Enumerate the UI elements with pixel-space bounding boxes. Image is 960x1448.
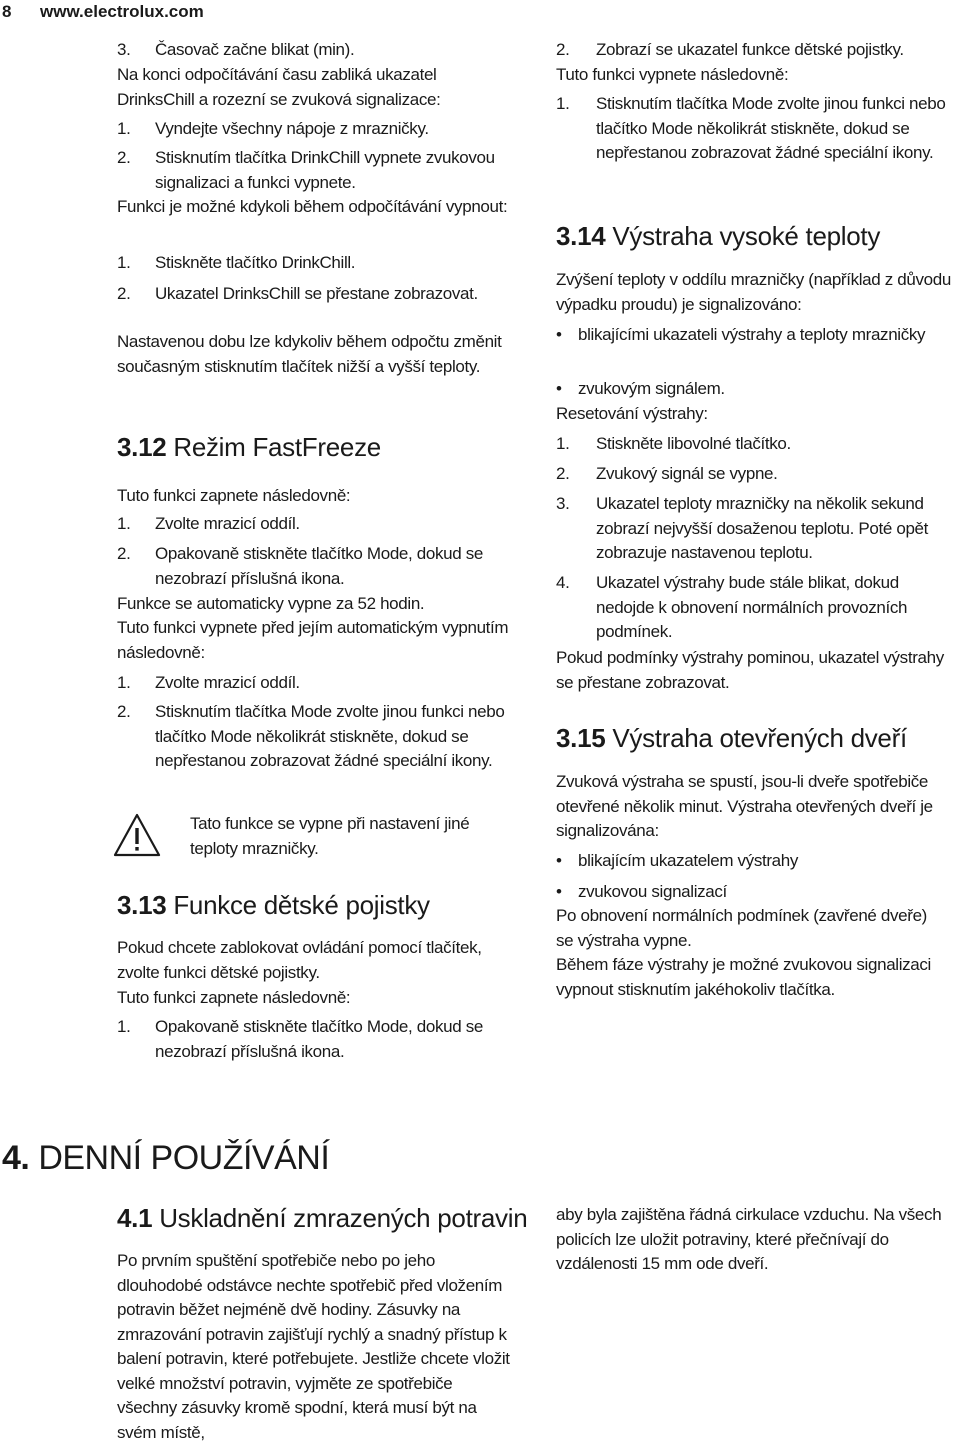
step-text: Opakovaně stiskněte tlačítko Mode, dokud se nezobrazí příslušná ikona. bbox=[155, 1017, 483, 1061]
section-number: 4.1 bbox=[117, 1203, 153, 1233]
paragraph: Tuto funkci zapnete následovně: bbox=[117, 486, 351, 505]
section-heading-3-12 bbox=[117, 432, 381, 462]
section-title: Uskladnění zmrazených potravin bbox=[159, 1203, 528, 1233]
step-number: 2. bbox=[117, 148, 131, 167]
section-number: 3.13 bbox=[117, 890, 167, 920]
paragraph: Tuto funkci vypnete následovně: bbox=[556, 65, 789, 84]
section-title: Funkce dětské pojistky bbox=[173, 890, 430, 920]
step-text: Stisknutím tlačítka Mode zvolte jinou funkci nebo tlačítko Mode několikrát stiskněte, dokud se nepřestanou zobrazovat žádné speciální ikony. bbox=[155, 702, 505, 770]
step-number: 2. bbox=[556, 464, 570, 483]
chapter-heading bbox=[2, 1138, 329, 1178]
section-heading-3-13 bbox=[117, 890, 430, 920]
step-text: Stiskněte libovolné tlačítko. bbox=[596, 434, 791, 453]
step-number: 2. bbox=[117, 702, 131, 721]
paragraph: Tuto funkci vypnete před jejím automatickým vypnutím následovně: bbox=[117, 618, 509, 662]
step-3 bbox=[117, 38, 517, 63]
section-number: 3.14 bbox=[556, 221, 606, 251]
section-title: Výstraha otevřených dveří bbox=[612, 723, 907, 753]
step-text: Zvukový signál se vypne. bbox=[596, 464, 778, 483]
step-text: Zobrazí se ukazatel funkce dětské pojistky. bbox=[596, 40, 904, 59]
step-number: 1. bbox=[556, 94, 570, 113]
warning-text: Tato funkce se vypne při nastavení jiné teploty mrazničky. bbox=[190, 814, 470, 858]
step-number: 1. bbox=[117, 119, 131, 138]
bullet-item: • zvukovým signálem. bbox=[578, 377, 948, 402]
step-text: Stisknutím tlačítka Mode zvolte jinou funkci nebo tlačítko Mode několikrát stiskněte, dokud se nepřestanou zobrazovat žádné speciální ikony. bbox=[596, 94, 946, 162]
step-text: Časovač začne blikat (min). bbox=[155, 40, 355, 59]
warning-icon bbox=[112, 812, 162, 858]
paragraph: Po prvním spuštění spotřebiče nebo po jeho dlouhodobé odstávce nechte spotřebič před vložením potravin běžet nejméně dvě hodiny. Zásuvky na zmrazování potravin zajišťují rychlý a snadný přístup k balení potravin, které potřebujete. Jestliže chcete vložit velké množství potravin, vyjměte ze spotřebiče všechny zásuvky kromě spodní, která musí být na svém místě, bbox=[117, 1251, 510, 1442]
page-number: 8 bbox=[2, 2, 12, 21]
step-number: 1. bbox=[117, 673, 131, 692]
paragraph: Tuto funkci zapnete následovně: bbox=[117, 988, 351, 1007]
paragraph: Funkce se automaticky vypne za 52 hodin. bbox=[117, 594, 425, 613]
bullet-item: • zvukovou signalizací bbox=[578, 880, 948, 905]
section-title: Výstraha vysoké teploty bbox=[612, 221, 881, 251]
paragraph: Zvýšení teploty v oddílu mrazničky (například z důvodu výpadku proudu) je signalizováno: bbox=[556, 270, 951, 314]
step-text: Stiskněte tlačítko DrinkChill. bbox=[155, 253, 356, 272]
paragraph: Zvuková výstraha se spustí, jsou-li dveře spotřebiče otevřené několik minut. Výstraha otevřených dveří je signalizována: bbox=[556, 772, 933, 840]
step-number: 1. bbox=[556, 434, 570, 453]
section-title: Režim FastFreeze bbox=[173, 432, 381, 462]
paragraph: Během fáze výstrahy je možné zvukovou signalizaci vypnout stisknutím jakéhokoliv tlačítka. bbox=[556, 955, 931, 999]
step-number: 2. bbox=[117, 544, 131, 563]
step-number: 1. bbox=[117, 1017, 131, 1036]
step-text: Zvolte mrazicí oddíl. bbox=[155, 673, 300, 692]
step-text: Ukazatel výstrahy bude stále blikat, dokud nedojde k obnovení normálních provozních podmínek. bbox=[596, 573, 908, 641]
step-number: 3. bbox=[117, 40, 131, 59]
section-heading-3-15 bbox=[556, 723, 907, 753]
step-number: 2. bbox=[556, 40, 570, 59]
paragraph: Pokud chcete zablokovat ovládání pomocí tlačítek, zvolte funkci dětské pojistky. bbox=[117, 938, 482, 982]
step-number: 1. bbox=[117, 514, 131, 533]
step-text: Stisknutím tlačítka DrinkChill vypnete zvukovou signalizaci a funkci vypnete. bbox=[155, 148, 495, 192]
chapter-title: DENNÍ POUŽÍVÁNÍ bbox=[38, 1139, 330, 1177]
step-number: 1. bbox=[117, 253, 131, 272]
step-text: Ukazatel teploty mrazničky na několik sekund zobrazí nejvyšší dosaženou teplotu. Poté opět zobrazuje nastavenou teplotu. bbox=[596, 494, 929, 562]
paragraph: Po obnovení normálních podmínek (zavřené dveře) se výstraha vypne. bbox=[556, 906, 927, 950]
step-number: 2. bbox=[117, 284, 131, 303]
paragraph: aby byla zajištěna řádná cirkulace vzduchu. Na všech policích lze uložit potraviny, které přečnívají do vzdálenosti 15 mm ode dveří. bbox=[556, 1205, 942, 1273]
header-url: www.electrolux.com bbox=[40, 2, 204, 21]
section-number: 3.12 bbox=[117, 432, 167, 462]
step-text: Ukazatel DrinksChill se přestane zobrazovat. bbox=[155, 284, 478, 303]
paragraph: Resetování výstrahy: bbox=[556, 404, 708, 423]
step-text: Zvolte mrazicí oddíl. bbox=[155, 514, 300, 533]
chapter-number: 4. bbox=[2, 1139, 30, 1177]
step-text: Opakovaně stiskněte tlačítko Mode, dokud se nezobrazí příslušná ikona. bbox=[155, 544, 483, 588]
section-heading-3-14 bbox=[556, 221, 880, 251]
paragraph: Funkci je možné kdykoli během odpočítávání vypnout: bbox=[117, 197, 508, 216]
section-heading-4-1 bbox=[117, 1203, 527, 1233]
bullet-item: • blikajícími ukazateli výstrahy a teploty mrazničky bbox=[578, 323, 948, 348]
bullet-item: • blikajícím ukazatelem výstrahy bbox=[578, 849, 948, 874]
paragraph: Pokud podmínky výstrahy pominou, ukazatel výstrahy se přestane zobrazovat. bbox=[556, 648, 944, 692]
step-text: Vyndejte všechny nápoje z mrazničky. bbox=[155, 119, 429, 138]
paragraph: Nastavenou dobu lze kdykoliv během odpočtu změnit současným stisknutím tlačítek nižší a vyšší teploty. bbox=[117, 332, 502, 376]
step-number: 4. bbox=[556, 573, 570, 592]
paragraph: Na konci odpočítávání času zabliká ukazatel DrinksChill a rozezní se zvuková signalizace: bbox=[117, 65, 441, 109]
step-number: 3. bbox=[556, 494, 570, 513]
section-number: 3.15 bbox=[556, 723, 606, 753]
